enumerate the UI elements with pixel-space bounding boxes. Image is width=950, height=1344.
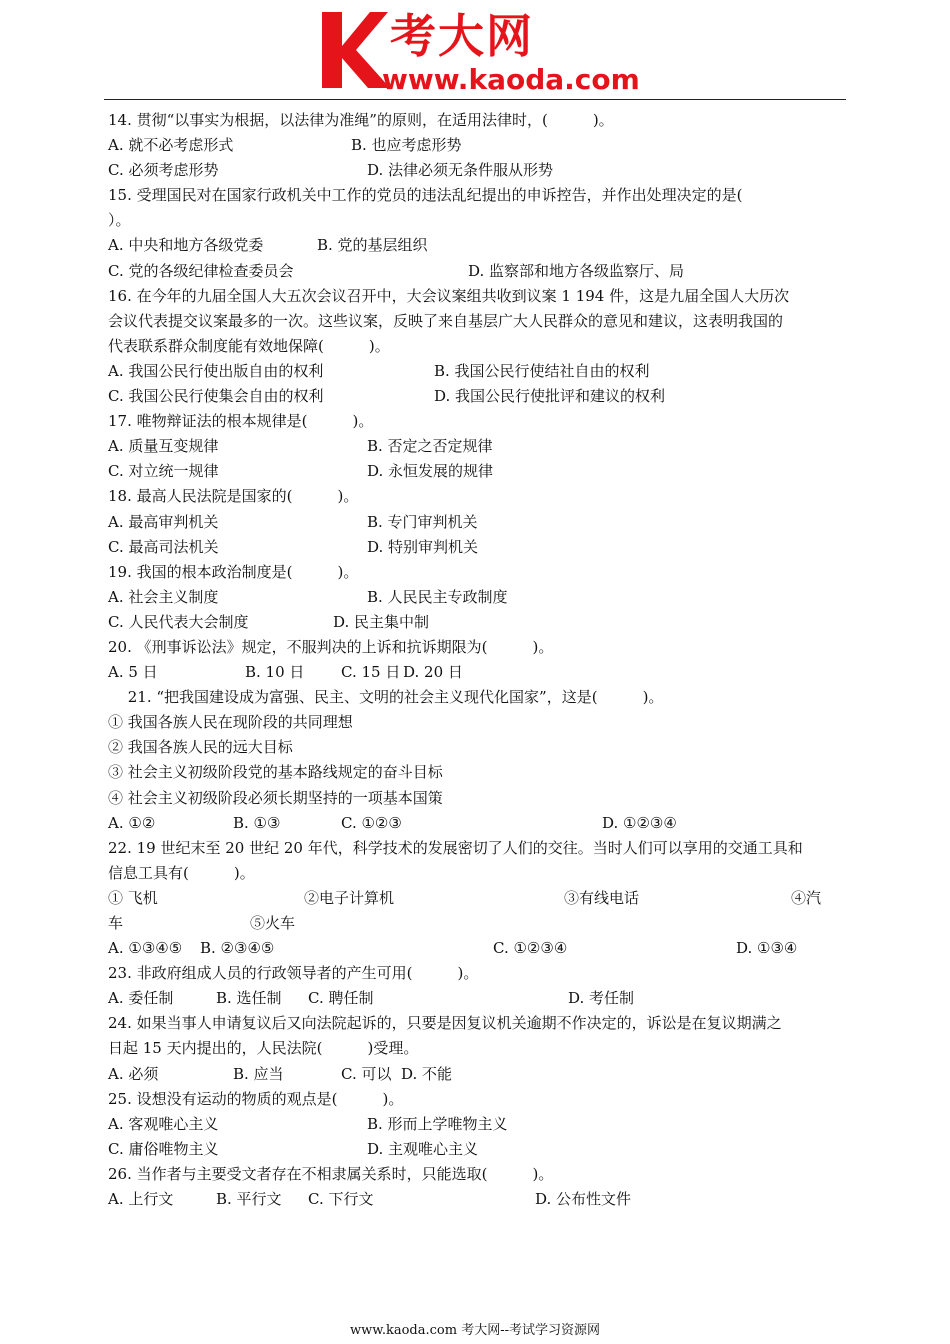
text-line bbox=[108, 359, 848, 384]
text-line: 代表联系群众制度能有效地保障( )。 bbox=[108, 336, 390, 355]
option-text: ④汽 bbox=[791, 888, 822, 907]
text-line: 20. 《刑事诉讼法》规定，不服判决的上诉和抗诉期限为( )。 bbox=[108, 637, 554, 656]
option-text: D. 我国公民行使批评和建议的权利 bbox=[434, 387, 666, 406]
option-text: A. 社会主义制度 bbox=[108, 587, 219, 606]
option-text: B. ①③ bbox=[233, 813, 281, 832]
option-text: B. 形而上学唯物主义 bbox=[367, 1114, 508, 1133]
text-line bbox=[108, 1062, 848, 1087]
text-line bbox=[108, 660, 848, 685]
text-line: 日起 15 天内提出的，人民法院( )受理。 bbox=[108, 1039, 419, 1058]
option-text: D. 主观唯心主义 bbox=[367, 1139, 479, 1158]
option-text: D. 民主集中制 bbox=[333, 612, 430, 631]
option-text: D. 20 日 bbox=[403, 663, 463, 682]
text-line bbox=[108, 233, 848, 258]
logo-url-text: www.kaoda.com bbox=[382, 63, 640, 96]
text-line bbox=[108, 1187, 848, 1212]
text-line bbox=[108, 535, 848, 560]
text-line bbox=[108, 259, 848, 284]
option-text: C. 庸俗唯物主义 bbox=[108, 1139, 219, 1158]
text-line: ④ 社会主义初级阶段必须长期坚持的一项基本国策 bbox=[108, 788, 443, 807]
option-text: D. 不能 bbox=[401, 1064, 453, 1083]
text-line: ）。 bbox=[108, 211, 131, 230]
option-text: B. 10 日 bbox=[245, 663, 305, 682]
text-line bbox=[108, 510, 848, 535]
text-line: 17. 唯物辩证法的根本规律是( )。 bbox=[108, 412, 374, 431]
option-text: B. 党的基层组织 bbox=[317, 236, 428, 255]
option-text: C. 对立统一规律 bbox=[108, 462, 219, 481]
option-text: ②电子计算机 bbox=[304, 888, 395, 907]
option-text: ⑤火车 bbox=[250, 914, 296, 932]
text-line bbox=[108, 811, 848, 836]
option-text: ① 飞机 bbox=[108, 888, 158, 907]
text-line: 19. 我国的根本政治制度是( )。 bbox=[108, 562, 359, 581]
option-text: C. 我国公民行使集会自由的权利 bbox=[108, 387, 324, 406]
text-line: 15. 受理国民对在国家行政机关中工作的党员的违法乱纪提出的申诉控告，并作出处理决定的是( bbox=[108, 186, 743, 205]
text-line bbox=[108, 886, 848, 911]
text-line: ③ 社会主义初级阶段党的基本路线规定的奋斗目标 bbox=[108, 763, 443, 782]
kaoda-logo bbox=[318, 8, 648, 96]
option-text: D. 法律必须无条件服从形势 bbox=[367, 161, 554, 180]
option-text: A. 就不必考虑形式 bbox=[108, 136, 234, 155]
text-line: 25. 设想没有运动的物质的观点是( )。 bbox=[108, 1089, 404, 1108]
text-line: ② 我国各族人民的远大目标 bbox=[108, 738, 293, 757]
option-text: A. 质量互变规律 bbox=[108, 437, 219, 456]
text-line: 会议代表提交议案最多的一次。这些议案，反映了来自基层广大人民群众的意见和建议，这表明我国的 bbox=[108, 311, 784, 330]
option-text: B. 专门审判机关 bbox=[367, 512, 478, 531]
option-text: A. 5 日 bbox=[108, 663, 158, 682]
option-text: A. 中央和地方各级党委 bbox=[108, 236, 264, 255]
text-line: 23. 非政府组成人员的行政领导者的产生可用( )。 bbox=[108, 964, 479, 983]
text-line bbox=[108, 459, 848, 484]
option-text: B. 也应考虑形势 bbox=[351, 136, 462, 155]
text-line bbox=[108, 1112, 848, 1137]
text-line bbox=[108, 610, 848, 635]
option-text: 车 bbox=[108, 914, 124, 932]
option-text: A. ①② bbox=[108, 813, 156, 832]
text-line bbox=[108, 133, 848, 158]
text-line: 26. 当作者与主要受文者存在不相隶属关系时，只能选取( )。 bbox=[108, 1164, 554, 1183]
option-text: A. 最高审判机关 bbox=[108, 512, 219, 531]
option-text: C. 党的各级纪律检查委员会 bbox=[108, 261, 294, 280]
text-line bbox=[108, 911, 848, 936]
option-text: C. ①②③ bbox=[341, 813, 402, 832]
option-text: A. 我国公民行使出版自由的权利 bbox=[108, 361, 324, 380]
option-text: C. 下行文 bbox=[308, 1190, 374, 1209]
option-text: B. 否定之否定规律 bbox=[367, 437, 493, 456]
text-line bbox=[108, 384, 848, 409]
text-line: 14. 贯彻“以事实为根据，以法律为准绳”的原则，在适用法律时，( )。 bbox=[108, 111, 614, 129]
text-line: 24. 如果当事人申请复议后又向法院起诉的，只要是因复议机关逾期不作决定的，诉讼是在复议期满之 bbox=[108, 1014, 782, 1033]
text-line bbox=[108, 936, 848, 961]
option-text: D. 监察部和地方各级监察厅、局 bbox=[468, 261, 685, 280]
option-text: C. 人民代表大会制度 bbox=[108, 612, 249, 631]
option-text: B. 选任制 bbox=[216, 989, 282, 1008]
text-line bbox=[108, 986, 848, 1011]
option-text: D. 特别审判机关 bbox=[367, 537, 479, 556]
page-footer: www.kaoda.com 考大网--考试学习资源网 bbox=[350, 1323, 600, 1338]
option-text: A. 客观唯心主义 bbox=[108, 1114, 219, 1133]
question-list bbox=[108, 108, 848, 1212]
option-text: D. 考任制 bbox=[568, 989, 635, 1008]
option-text: B. ②③④⑤ bbox=[200, 939, 275, 958]
logo-chinese-text: 考大网 bbox=[390, 9, 534, 63]
option-text: C. 15 日 bbox=[341, 663, 401, 682]
text-line: 16. 在今年的九届全国人大五次会议召开中，大会议案组共收到议案 1 194 件，这是九届全国人大历次 bbox=[108, 286, 790, 305]
option-text: C. 最高司法机关 bbox=[108, 537, 219, 556]
option-text: C. 可以 bbox=[341, 1064, 392, 1083]
option-text: D. ①②③④ bbox=[602, 813, 677, 832]
option-text: C. 必须考虑形势 bbox=[108, 161, 219, 180]
option-text: A. 上行文 bbox=[108, 1190, 174, 1209]
text-line: 18. 最高人民法院是国家的( )。 bbox=[108, 487, 359, 506]
option-text: A. 必须 bbox=[108, 1064, 159, 1083]
text-line: ① 我国各族人民在现阶段的共同理想 bbox=[108, 713, 353, 732]
option-text: C. 聘任制 bbox=[308, 989, 374, 1008]
option-text: B. 我国公民行使结社自由的权利 bbox=[434, 361, 650, 380]
header-divider bbox=[104, 99, 846, 100]
option-text: A. ①③④⑤ bbox=[108, 939, 183, 958]
text-line: 22. 19 世纪末至 20 世纪 20 年代，科学技术的发展密切了人们的交往。当时人们可以享用的交通工具和 bbox=[108, 838, 803, 857]
option-text: B. 应当 bbox=[233, 1064, 284, 1083]
text-line bbox=[108, 434, 848, 459]
option-text: B. 平行文 bbox=[216, 1190, 282, 1209]
text-line bbox=[108, 1137, 848, 1162]
option-text: D. 永恒发展的规律 bbox=[367, 462, 494, 481]
option-text: D. 公布性文件 bbox=[535, 1190, 632, 1209]
k-logo-icon bbox=[318, 8, 390, 92]
text-line: 信息工具有( )。 bbox=[108, 863, 255, 882]
option-text: D. ①③④ bbox=[736, 939, 798, 958]
option-text: C. ①②③④ bbox=[493, 939, 568, 958]
text-line bbox=[108, 585, 848, 610]
option-text: ③有线电话 bbox=[564, 888, 640, 907]
text-line: 21. “把我国建设成为富强、民主、文明的社会主义现代化国家”，这是( )。 bbox=[108, 688, 664, 707]
option-text: B. 人民民主专政制度 bbox=[367, 587, 508, 606]
text-line bbox=[108, 158, 848, 183]
option-text: A. 委任制 bbox=[108, 989, 174, 1008]
